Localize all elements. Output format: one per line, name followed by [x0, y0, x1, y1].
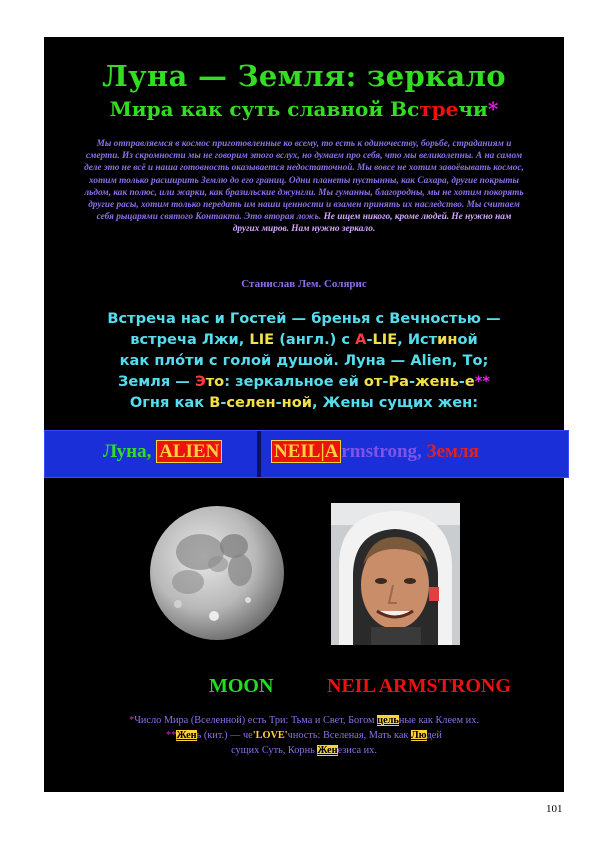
page-number: 101 — [546, 803, 563, 815]
epigraph-author: Станислав Лем. Солярис — [241, 278, 367, 290]
portrait-drawing — [331, 503, 460, 645]
moon-image — [148, 504, 286, 642]
alien-box: ALIEN — [156, 440, 222, 463]
footnote-1: *Число Мира (Вселенной) есть Три: Тьма и Свет, Богом цельные как Клеем их. — [129, 715, 479, 726]
caption-moon: MOON — [209, 675, 274, 697]
poem-line-3: как плóти с голой душой. Луна — Alien, То; — [119, 352, 489, 369]
epigraph: Мы отправляемся в космос приготовленные ко всему, то есть к одиночеству, борьбе, страданиям и смерти. Из скромности мы не говорим этого вслух, но думаем про себя, что мы великолепны. А на самом деле это не всё и наша готовность оказывается недостаточной. Мы вовсе не хотим завоёвывать космос, хотим только расширить Землю до его границ. Одни планеты пустынны, как Сахара, другие покрыты льдом, как полюс, или жарки, как бразильские джунгли. Мы гуманны, благородны, мы не хотим покорять другие расы, хотим только передать им наши ценности и взамен принять их наследство. Мы считаем себя рыцарями святого Контакта. Это вторая ложь. Не ищем никого, кроме людей. Не нужно нам других миров. Нам нужно зеркало. — [84, 139, 524, 235]
footnote-2: **Жень (кит.) — че'LOVE'чность: Вселеная, Мать как Людей — [166, 730, 442, 741]
title-line2: Мира как суть славной Встречи* — [109, 97, 499, 121]
neil-box: NEIL|A — [271, 440, 341, 463]
banner-divider — [257, 431, 261, 477]
poem-line-4: Земля — Это: зеркальное ей от-Ра-жень-е** — [117, 373, 491, 390]
poem-line-1: Встреча нас и Гостей — бренья с Вечностью — — [107, 310, 501, 327]
black-page — [44, 37, 564, 792]
caption-armstrong: NEIL ARMSTRONG — [327, 675, 511, 697]
epigraph-emphasis: Не ищем никого, кроме людей. Не нужно нам других миров. Нам нужно зеркало. — [232, 212, 512, 235]
poem-line-5: Огня как В-селен-ной, Жены сущих жен: — [129, 394, 479, 411]
armstrong-portrait — [331, 503, 460, 645]
luna-alien-banner — [44, 430, 569, 478]
footnotes — [44, 713, 564, 758]
poem-line-2: встреча Лжи, LIE (англ.) с A-LIE, Истиной — [130, 331, 478, 348]
banner-luna: Луна, ALIEN — [103, 441, 222, 463]
title-line1: Луна — Земля: зеркало — [102, 59, 506, 93]
footnote-2-cont: сущих Суть, Корнь Женезиса их. — [231, 745, 377, 756]
banner-neil: NEIL|A rmstrong, Земля — [271, 441, 479, 463]
poem — [44, 308, 564, 413]
